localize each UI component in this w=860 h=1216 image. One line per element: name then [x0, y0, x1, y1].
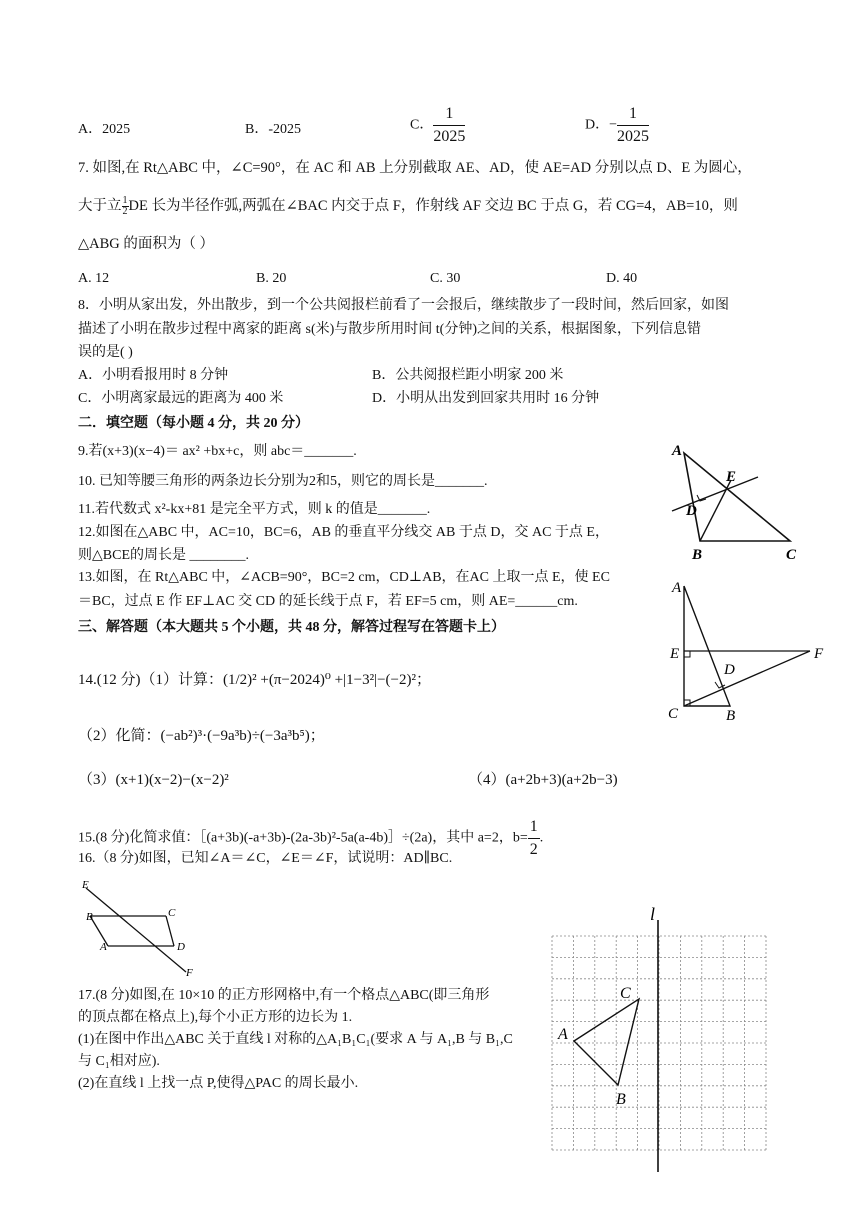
perpendicular-bisector — [672, 477, 758, 511]
q13-line2: ＝BC，过点 E 作 EF⊥AC 交 CD 的延长线于点 F，若 EF=5 cm，则 AE=______cm. — [78, 594, 578, 609]
fig17-label-l: l — [650, 904, 656, 924]
q14-part3: （3）(x+1)(x−2)−(x−2)² — [78, 772, 229, 788]
fraction-numerator: 1 — [433, 106, 465, 126]
q6-option-c — [410, 106, 465, 145]
q17-line1: 17.(8 分)如图,在 10×10 的正方形网格中,有一个格点△ABC(即三角形 — [78, 988, 490, 1003]
q6-option-d-fraction — [617, 106, 649, 145]
q12-line2: 则△BCE的周长是 ________. — [78, 548, 249, 563]
q10-text: 10. 已知等腰三角形的两条边长分别为2和5，则它的周长是_______. — [78, 474, 488, 489]
fig16-label-f: F — [186, 967, 193, 979]
q17-grid-figure — [546, 900, 772, 1174]
q17-line4: 与 C₁相对应). — [78, 1054, 160, 1069]
fig16-label-c: C — [168, 907, 176, 919]
q7-line2 — [78, 196, 738, 217]
q7-line2-pre: 大于立 — [78, 198, 122, 214]
q13-figure — [664, 572, 840, 724]
q7-option-c: C. 30 — [430, 271, 461, 286]
q16-text: 16.（8 分)如图，已知∠A＝∠C，∠E＝∠F，试说明：AD∥BC. — [78, 851, 453, 866]
fraction-denominator: 2 — [122, 206, 128, 218]
fraction-numerator: 1 — [122, 195, 128, 207]
fig13-label-e: E — [670, 646, 680, 662]
segment-be — [700, 480, 731, 541]
fig16-label-d: D — [177, 941, 185, 953]
grid-lines — [552, 936, 766, 1150]
q8-option-c: C．小明离家最远的距离为 400 米 — [78, 391, 284, 406]
fraction-numerator: 1 — [617, 106, 649, 126]
q8-line1: 8．小明从家出发，外出散步，到一个公共阅报栏前看了一会报后，继续散步了一段时间，然后回家，如图 — [78, 298, 729, 313]
fig13-label-c: C — [668, 706, 679, 722]
fig12-label-e: E — [726, 469, 737, 485]
fig13-label-a: A — [672, 580, 682, 596]
q12-figure — [660, 435, 810, 560]
section3-heading: 三、解答题（本大题共 5 个小题，共 48 分，解答过程写在答题卡上） — [78, 620, 505, 635]
fig12-label-a: A — [672, 443, 683, 459]
q7-line1: 7. 如图,在 Rt△ABC 中，∠C=90°，在 AC 和 AB 上分别截取 AE、AD，使 AE=AD 分别以点 D、E 为圆心， — [78, 160, 752, 176]
q8-line2: 描述了小明在散步过程中离家的距离 s(米)与散步所用时间 t(分钟)之间的关系，根据图象，下列信息错 — [78, 322, 701, 337]
q17-line2: 的顶点都在格点上),每个小正方形的边长为 1. — [78, 1010, 353, 1025]
fig17-label-b: B — [616, 1091, 626, 1108]
triangle-acb — [684, 586, 730, 706]
fraction-denominator: 2025 — [433, 128, 466, 145]
fig17-label-c: C — [620, 985, 631, 1002]
q6-option-c-prefix: C． — [410, 117, 434, 133]
fig16-label-e: E — [82, 879, 89, 891]
q17-line5: (2)在直线 l 上找一点 P,使得△PAC 的周长最小. — [78, 1076, 359, 1091]
q6-option-c-fraction — [433, 106, 465, 145]
q14-part1: 14.(12 分)（1）计算：(1/2)² +(π−2024)⁰ +|1−3²|−(−2)²； — [78, 672, 431, 688]
q15-body: 15.(8 分)化简求值：［(a+3b)(-a+3b)-(2a-3b)²-5a(a-4b)］÷(2a)，其中 a=2，b= — [78, 830, 528, 846]
q11-text: 11.若代数式 x²-kx+81 是完全平方式，则 k 的值是_______. — [78, 502, 431, 517]
fig16-label-b: B — [86, 911, 93, 923]
q8-option-b: B．公共阅报栏距小明家 200 米 — [372, 368, 564, 383]
q17-line3: (1)在图中作出△ABC 关于直线 l 对称的△A₁B₁C₁(要求 A 与 A₁,B 与 B₁,C — [78, 1032, 513, 1047]
section2-heading: 二．填空题（每小题 4 分，共 20 分） — [78, 416, 309, 431]
q14-part4: （4）(a+2b+3)(a+2b−3) — [468, 772, 618, 788]
q7-line3: △ABG 的面积为（ ） — [78, 236, 215, 252]
q14-part2: （2）化简：(−ab²)³·(−9a³b)÷(−3a³b⁵)； — [78, 728, 325, 744]
q8-line3: 误的是( ) — [78, 345, 133, 360]
triangle-abc — [574, 999, 639, 1085]
q6-option-b: B．-2025 — [245, 122, 301, 137]
q7-half-fraction — [122, 196, 129, 217]
q7-option-d: D. 40 — [606, 271, 638, 286]
q7-option-b: B. 20 — [256, 271, 287, 286]
q8-option-a: A．小明看报用时 8 分钟 — [78, 368, 229, 383]
segment-cf — [684, 651, 810, 706]
fig12-label-d: D — [686, 503, 697, 519]
fig16-label-a: A — [100, 941, 107, 953]
q7-line2-post: DE 长为半径作弧,两弧在∠BAC 内交于点 F，作射线 AF 交边 BC 于点 G，若 CG=4，AB=10，则 — [128, 198, 738, 214]
q12-line1: 12.如图在△ABC 中，AC=10，BC=6，AB 的垂直平分线交 AB 于点 D，交 AC 于点 E， — [78, 525, 609, 540]
fraction-numerator: 1 — [528, 819, 540, 839]
q8-option-d: D．小明从出发到回家共用时 16 分钟 — [372, 391, 600, 406]
q6-option-d — [585, 106, 649, 145]
right-angle-e — [684, 651, 690, 657]
segment-ef — [86, 888, 186, 972]
triangle-abc — [684, 453, 790, 541]
fig17-label-a: A — [558, 1026, 568, 1043]
fig13-label-d: D — [724, 662, 735, 678]
q15-fraction — [528, 819, 540, 858]
fig12-label-c: C — [786, 547, 797, 560]
q7-option-a: A. 12 — [78, 271, 110, 286]
fraction-denominator: 2025 — [617, 128, 650, 145]
q13-line1: 13.如图，在 Rt△ABC 中，∠ACB=90°，BC=2 cm，CD⊥AB，在AC 上取一点 E，使 EC — [78, 570, 610, 585]
q15-tail: . — [539, 830, 544, 846]
fraction-denominator: 2 — [529, 841, 538, 858]
fig12-label-b: B — [692, 547, 703, 560]
q9-text: 9.若(x+3)(x−4)＝ ax² +bx+c，则 abc＝_______. — [78, 444, 357, 459]
q6-option-d-prefix: D．− — [585, 117, 618, 133]
fig13-label-b: B — [726, 708, 736, 724]
segment-cd — [166, 916, 174, 946]
q16-figure — [78, 876, 204, 980]
fig13-label-f: F — [814, 646, 824, 662]
q6-option-a: A．2025 — [78, 122, 131, 137]
